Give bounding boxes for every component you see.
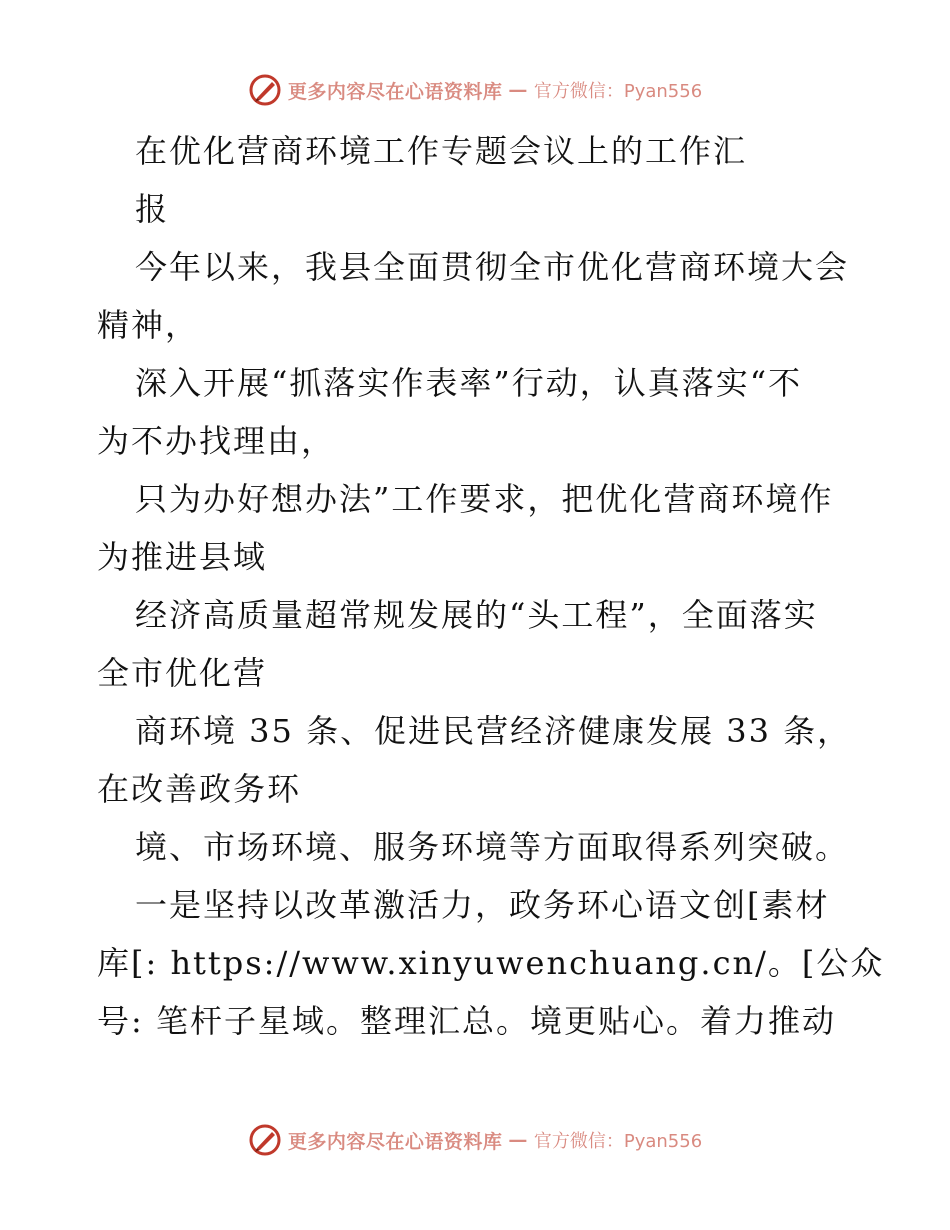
paragraph-line: 在改善政务环 — [97, 770, 302, 808]
paragraph-line: 精神， — [97, 306, 200, 344]
paragraph-line: 深入开展“抓落实作表率”行动，认真落实“不 — [135, 364, 803, 402]
paragraph-line: 今年以来，我县全面贯彻全市优化营商环境大会 — [135, 248, 850, 286]
banner-main-text: 更多内容尽在心语资料库 — [287, 80, 503, 103]
quill-pen-logo-icon — [248, 1123, 282, 1157]
paragraph-line: 境、市场环境、服务环境等方面取得系列突破。 — [135, 828, 850, 866]
document-title-line-1: 在优化营商环境工作专题会议上的工作汇 — [135, 132, 748, 170]
banner-sub-text: 官方微信：Pyan556 — [533, 1131, 703, 1152]
paragraph-line: 只为办好想办法”工作要求，把优化营商环境作 — [135, 480, 834, 518]
banner-separator: — — [508, 79, 528, 101]
quill-pen-logo-icon — [248, 73, 282, 107]
header-watermark-banner — [0, 70, 950, 110]
document-title-line-2: 报 — [135, 190, 170, 228]
paragraph-line: 一是坚持以改革激活力，政务环心语文创[素材 — [135, 886, 830, 924]
footer-watermark-banner — [0, 1120, 950, 1160]
banner-main-text: 更多内容尽在心语资料库 — [287, 1130, 503, 1153]
document-body — [97, 122, 885, 1050]
paragraph-line: 库[: https://www.xinyuwenchuang.cn/。[公众 — [97, 944, 885, 982]
paragraph-line: 全市优化营 — [97, 654, 268, 692]
paragraph-line: 商环境 35 条、促进民营经济健康发展 33 条， — [135, 712, 852, 750]
paragraph-line: 经济高质量超常规发展的“头工程”，全面落实 — [135, 596, 818, 634]
banner-separator: — — [508, 1129, 528, 1151]
paragraph-line: 号: 笔杆子星域。整理汇总。境更贴心。着力推动 — [97, 1002, 836, 1040]
paragraph-line: 为不办找理由， — [97, 422, 336, 460]
paragraph-line: 为推进县域 — [97, 538, 268, 576]
banner-sub-text: 官方微信：Pyan556 — [533, 81, 703, 102]
